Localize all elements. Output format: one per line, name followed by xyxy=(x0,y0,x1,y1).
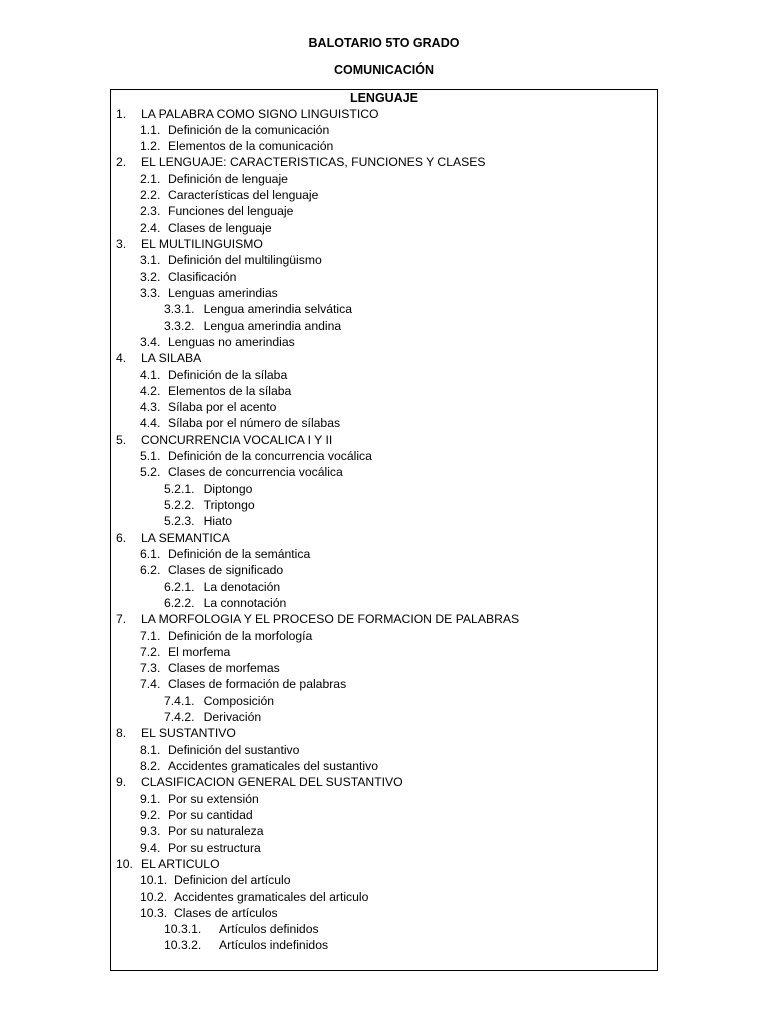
item-number: 10.3.2. xyxy=(164,938,202,953)
item-number: 4.3. xyxy=(140,400,161,415)
item-number: 7.3. xyxy=(140,661,161,676)
outline-item-level-1 xyxy=(111,725,657,741)
outline-item-level-1 xyxy=(111,432,657,448)
syllabus-list xyxy=(111,106,657,954)
item-number: 7.1. xyxy=(140,628,161,643)
outline-item-level-2 xyxy=(111,171,657,187)
outline-item-level-2 xyxy=(111,415,657,431)
item-text: Lengua amerindia andina xyxy=(203,318,342,333)
item-text: EL SUSTANTIVO xyxy=(141,726,236,741)
item-number: 10.3.1. xyxy=(164,922,202,937)
item-number: 3.3.2. xyxy=(164,318,195,333)
item-text: CLASIFICACION GENERAL DEL SUSTANTIVO xyxy=(141,775,403,790)
outline-item-level-2 xyxy=(111,628,657,644)
item-number: 10. xyxy=(116,856,133,871)
outline-item-level-3 xyxy=(111,497,657,513)
item-number: 6.1. xyxy=(140,546,161,561)
item-text: Derivación xyxy=(203,710,262,725)
item-number: 3.3.1. xyxy=(164,302,195,317)
item-number: 10.3. xyxy=(140,905,168,920)
outline-item-level-2 xyxy=(111,203,657,219)
item-number: 9.1. xyxy=(140,791,161,806)
outline-item-level-1 xyxy=(111,106,657,122)
item-number: 7.4. xyxy=(140,677,161,692)
item-number: 10.2. xyxy=(140,889,168,904)
document-title: BALOTARIO 5TO GRADO xyxy=(308,36,460,50)
item-text: Definición de la semántica xyxy=(168,546,311,561)
item-text: CONCURRENCIA VOCALICA I Y II xyxy=(141,432,333,447)
outline-item-level-2 xyxy=(111,840,657,856)
item-number: 5.2.2. xyxy=(164,498,195,512)
item-text: Artículos definidos xyxy=(219,922,319,937)
item-number: 8.2. xyxy=(140,759,161,773)
item-number: 4.2. xyxy=(140,383,161,398)
outline-item-level-2 xyxy=(111,187,657,203)
item-number: 6.2. xyxy=(140,563,161,578)
item-text: Elementos de la sílaba xyxy=(168,383,292,398)
item-text: La denotación xyxy=(203,579,281,594)
outline-item-level-3 xyxy=(111,921,657,937)
item-number: 8.1. xyxy=(140,742,161,757)
outline-item-level-2 xyxy=(111,676,657,692)
item-text: Elementos de la comunicación xyxy=(168,139,334,154)
section-title: LENGUAJE xyxy=(349,91,419,105)
outline-item-level-2 xyxy=(111,872,657,888)
item-text: Por su extensión xyxy=(168,791,259,806)
item-number: 2.4. xyxy=(140,220,161,235)
outline-item-level-2 xyxy=(111,791,657,807)
item-number: 7.2. xyxy=(140,644,161,659)
outline-item-level-2 xyxy=(111,562,657,578)
item-text: Sílaba por el número de sílabas xyxy=(168,416,341,431)
item-number: 1.1. xyxy=(140,122,161,137)
item-number: 2.1. xyxy=(140,171,161,186)
item-number: 3.4. xyxy=(140,334,161,349)
outline-item-level-2 xyxy=(111,367,657,383)
item-text: Clases de significado xyxy=(168,563,284,578)
item-number: 6.2.1. xyxy=(164,579,195,594)
item-text: Por su naturaleza xyxy=(168,824,264,839)
outline-item-level-1 xyxy=(111,350,657,366)
outline-item-level-2 xyxy=(111,252,657,268)
item-text: Lenguas no amerindias xyxy=(168,334,295,349)
outline-item-level-2 xyxy=(111,889,657,905)
outline-item-level-2 xyxy=(111,122,657,138)
outline-item-level-2 xyxy=(111,448,657,464)
item-number: 5.2. xyxy=(140,465,161,480)
item-text: LA SILABA xyxy=(141,351,202,366)
item-text: Características del lenguaje xyxy=(168,188,319,203)
outline-item-level-3 xyxy=(111,709,657,725)
outline-item-level-3 xyxy=(111,481,657,497)
item-number: 4.1. xyxy=(140,367,161,382)
syllabus-box xyxy=(110,89,658,971)
item-number: 2.3. xyxy=(140,204,161,219)
outline-item-level-2 xyxy=(111,644,657,660)
outline-item-level-2 xyxy=(111,758,657,774)
item-text: Por su estructura xyxy=(168,840,261,855)
item-number: 5.2.3. xyxy=(164,514,195,529)
outline-item-level-2 xyxy=(111,660,657,676)
item-text: Definicion del artículo xyxy=(174,873,291,888)
item-text: LA MORFOLOGIA Y EL PROCESO DE FORMACION DE PALABRAS xyxy=(141,612,520,627)
item-text: Lenguas amerindias xyxy=(168,285,278,300)
item-number: 2.2. xyxy=(140,188,161,203)
item-text: Clases de artículos xyxy=(174,905,278,920)
item-text: Definición del multilingüismo xyxy=(168,253,322,268)
item-text: Clases de formación de palabras xyxy=(168,677,347,692)
item-text: Definición de lenguaje xyxy=(168,171,288,186)
item-number: 2. xyxy=(116,155,127,170)
item-number: 10.1. xyxy=(140,873,168,888)
outline-item-level-2 xyxy=(111,905,657,921)
item-number: 5.2.1. xyxy=(164,481,195,496)
outline-item-level-2 xyxy=(111,823,657,839)
item-text: Sílaba por el acento xyxy=(168,400,277,415)
outline-item-level-1 xyxy=(111,154,657,170)
item-number: 3.2. xyxy=(140,269,161,284)
item-text: Definición de la concurrencia vocálica xyxy=(168,449,372,464)
item-text: EL ARTICULO xyxy=(141,856,220,871)
item-text: Definición del sustantivo xyxy=(168,742,300,757)
outline-item-level-3 xyxy=(111,693,657,709)
outline-item-level-1 xyxy=(111,236,657,252)
item-text: LA SEMANTICA xyxy=(141,530,230,545)
outline-item-level-3 xyxy=(111,513,657,529)
outline-item-level-1 xyxy=(111,774,657,790)
outline-item-level-2 xyxy=(111,383,657,399)
outline-item-level-3 xyxy=(111,595,657,611)
item-text: Clases de concurrencia vocálica xyxy=(168,465,343,480)
outline-item-level-2 xyxy=(111,807,657,823)
outline-item-level-2 xyxy=(111,220,657,236)
item-text: Hiato xyxy=(203,514,233,529)
item-text: Clases de morfemas xyxy=(168,661,280,676)
item-number: 5.1. xyxy=(140,449,161,464)
item-number: 4. xyxy=(116,351,127,366)
item-text: EL LENGUAJE: CARACTERISTICAS, FUNCIONES Y CLASES xyxy=(141,155,486,170)
item-text: Por su cantidad xyxy=(168,807,253,822)
item-text: Definición de la comunicación xyxy=(168,122,330,137)
item-text: Funciones del lenguaje xyxy=(168,204,294,219)
item-number: 9.3. xyxy=(140,824,161,839)
outline-item-level-2 xyxy=(111,464,657,480)
item-text: Lengua amerindia selvática xyxy=(203,302,352,317)
outline-item-level-2 xyxy=(111,546,657,562)
item-number: 6.2.2. xyxy=(164,595,195,610)
outline-item-level-2 xyxy=(111,285,657,301)
outline-item-level-3 xyxy=(111,937,657,953)
outline-item-level-3 xyxy=(111,318,657,334)
item-number: 3. xyxy=(116,237,127,251)
outline-item-level-3 xyxy=(111,579,657,595)
outline-item-level-2 xyxy=(111,138,657,154)
item-number: 3.3. xyxy=(140,285,161,300)
item-text: Clasificación xyxy=(168,269,237,284)
item-number: 9. xyxy=(116,775,127,790)
item-number: 5. xyxy=(116,432,127,447)
outline-item-level-2 xyxy=(111,399,657,415)
item-text: Triptongo xyxy=(203,498,255,512)
item-text: Definición de la sílaba xyxy=(168,367,288,382)
item-text: La connotación xyxy=(203,595,287,610)
outline-item-level-2 xyxy=(111,269,657,285)
item-text: Definición de la morfología xyxy=(168,628,313,643)
outline-item-level-1 xyxy=(111,611,657,627)
item-number: 1. xyxy=(116,106,127,121)
item-number: 1.2. xyxy=(140,139,161,154)
outline-item-level-1 xyxy=(111,530,657,546)
item-text: El morfema xyxy=(168,644,231,659)
item-text: Accidentes gramaticales del articulo xyxy=(174,889,369,904)
item-number: 3.1. xyxy=(140,253,161,268)
item-number: 9.2. xyxy=(140,807,161,822)
item-text: Artículos indefinidos xyxy=(219,938,329,953)
item-text: Composición xyxy=(203,693,275,708)
item-text: Accidentes gramaticales del sustantivo xyxy=(168,759,379,773)
item-text: Diptongo xyxy=(203,481,253,496)
outline-item-level-2 xyxy=(111,742,657,758)
item-number: 7.4.2. xyxy=(164,710,195,725)
subject-title: COMUNICACIÓN xyxy=(334,63,434,77)
item-number: 4.4. xyxy=(140,416,161,431)
item-text: Clases de lenguaje xyxy=(168,220,272,235)
item-number: 9.4. xyxy=(140,840,161,855)
outline-item-level-2 xyxy=(111,334,657,350)
item-text: LA PALABRA COMO SIGNO LINGUISTICO xyxy=(141,106,379,121)
item-number: 6. xyxy=(116,530,127,545)
outline-item-level-1 xyxy=(111,856,657,872)
item-number: 8. xyxy=(116,726,127,741)
item-number: 7. xyxy=(116,612,127,627)
item-text: EL MULTILINGUISMO xyxy=(141,237,263,251)
item-number: 7.4.1. xyxy=(164,693,195,708)
outline-item-level-3 xyxy=(111,301,657,317)
